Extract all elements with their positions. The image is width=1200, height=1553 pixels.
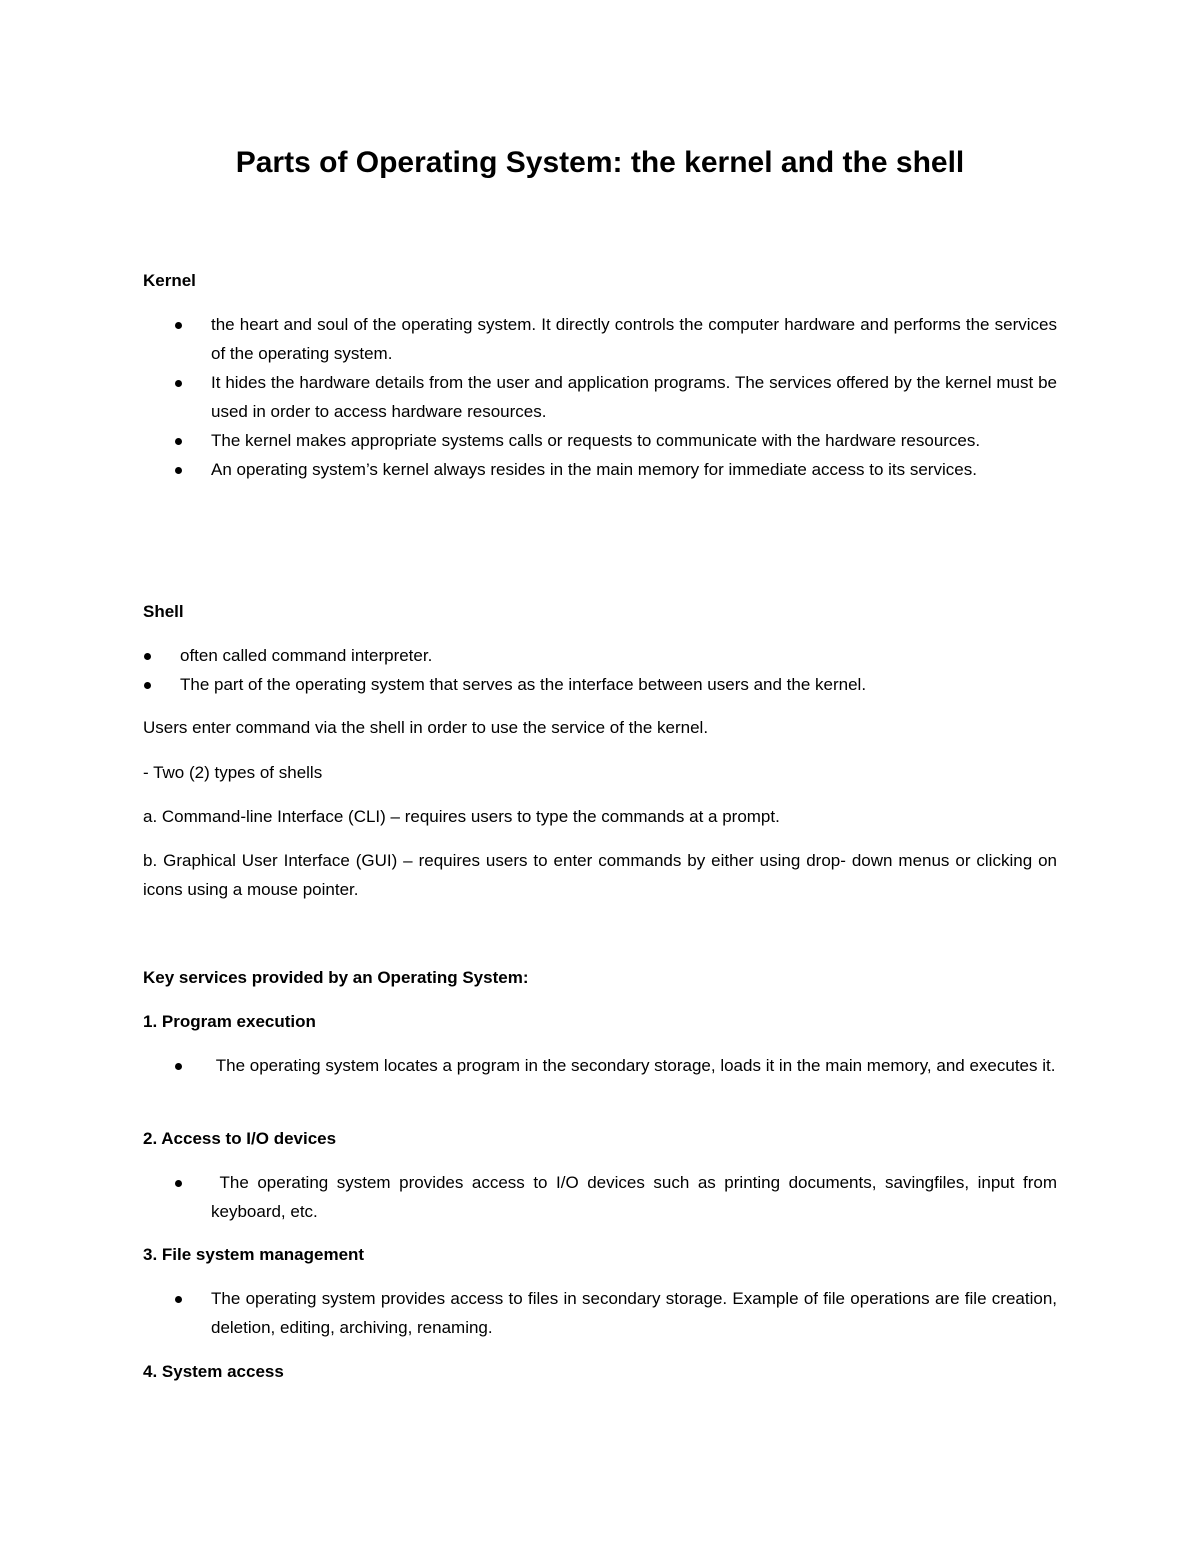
- list-item-text: The operating system locates a program in the secondary storage, loads it in the main memory, and executes it.: [211, 1056, 1056, 1075]
- bullet-icon: [175, 467, 182, 474]
- list-item: [180, 670, 1057, 699]
- bullet-icon: [175, 322, 182, 329]
- bullet-icon: [175, 380, 182, 387]
- list-item: [211, 1284, 1057, 1342]
- list-item: [211, 310, 1057, 368]
- shell-bullet-list: [180, 641, 1057, 699]
- bullet-icon: [175, 1296, 182, 1303]
- bullet-icon: [144, 682, 151, 689]
- bullet-icon: [175, 1063, 182, 1070]
- list-item-text: An operating system’s kernel always resides in the main memory for immediate access to its services.: [211, 460, 977, 479]
- list-item-text: The part of the operating system that serves as the interface between users and the kernel.: [180, 675, 867, 694]
- list-item-text: often called command interpreter.: [180, 646, 433, 665]
- service-2-heading: 2. Access to I/O devices: [143, 1129, 337, 1148]
- list-item-text: The operating system provides access to I/O devices such as printing documents, savingfiles, input from keyboard, etc.: [211, 1173, 1062, 1221]
- list-item: [211, 455, 1057, 484]
- bullet-icon: [175, 1180, 182, 1187]
- shell-types-line: - Two (2) types of shells: [143, 763, 323, 782]
- service-3-heading: 3. File system management: [143, 1245, 365, 1264]
- list-item-text: the heart and soul of the operating system. It directly controls the computer hardware and performs the services of the operating system.: [211, 315, 1057, 363]
- service-4-heading: 4. System access: [143, 1362, 284, 1381]
- service-2-list: [211, 1168, 1062, 1226]
- list-item: [211, 368, 1057, 426]
- service-1-list: [211, 1051, 1057, 1080]
- gui-description: b. Graphical User Interface (GUI) – requires users to enter commands by either using drop- down menus or clicking on icons using a mouse pointer.: [143, 851, 1057, 899]
- bullet-icon: [144, 653, 151, 660]
- services-heading: Key services provided by an Operating System:: [143, 968, 529, 987]
- kernel-heading: Kernel: [143, 271, 196, 290]
- list-item-text: The kernel makes appropriate systems calls or requests to communicate with the hardware resources.: [211, 431, 981, 450]
- list-item-text: It hides the hardware details from the user and application programs. The services offered by the kernel must be used in order to access hardware resources.: [211, 373, 1057, 421]
- list-item: [211, 1168, 1062, 1226]
- shell-heading: Shell: [143, 602, 184, 621]
- service-3-list: [211, 1284, 1057, 1342]
- list-item: [211, 426, 1057, 455]
- bullet-icon: [175, 438, 182, 445]
- list-item-text: The operating system provides access to files in secondary storage. Example of file operations are file creation, deletion, editing, archiving, renaming.: [211, 1289, 1057, 1337]
- shell-paragraph: Users enter command via the shell in order to use the service of the kernel.: [143, 718, 709, 737]
- cli-description: a. Command-line Interface (CLI) – requires users to type the commands at a prompt.: [143, 807, 780, 826]
- kernel-bullet-list: [211, 310, 1057, 484]
- document-title: Parts of Operating System: the kernel and the shell: [235, 146, 965, 179]
- list-item: [180, 641, 1057, 670]
- service-1-heading: 1. Program execution: [143, 1012, 316, 1031]
- list-item: [211, 1051, 1057, 1080]
